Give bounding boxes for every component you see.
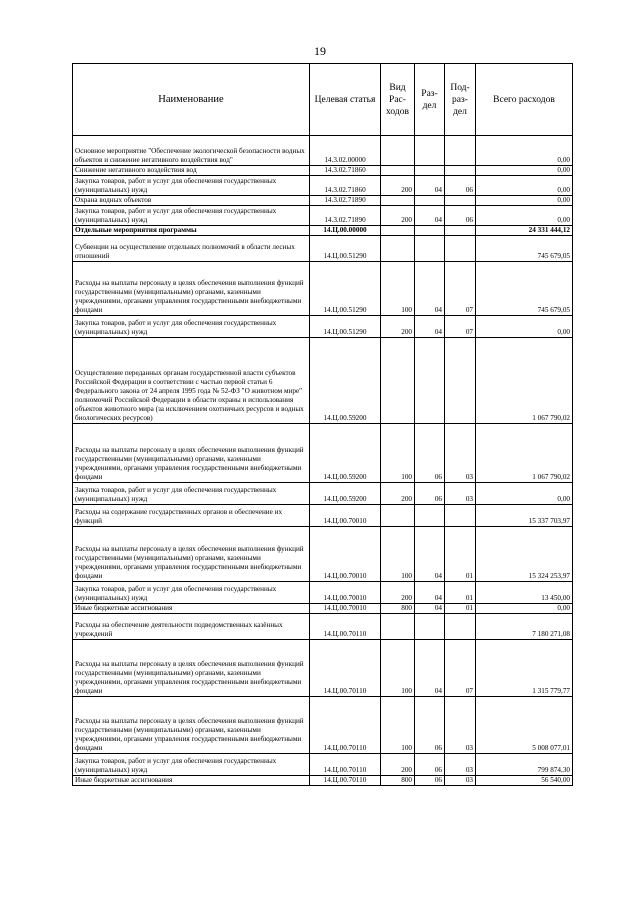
table-row xyxy=(73,505,573,527)
cell-name: Охрана водных объектов xyxy=(73,196,310,206)
cell-target: 14.Ц.00.51290 xyxy=(310,236,381,262)
table-row xyxy=(73,754,573,776)
table-row xyxy=(73,697,573,754)
cell-total: 0,00 xyxy=(476,176,573,196)
cell-vid: 100 xyxy=(381,424,415,483)
cell-podrazdel xyxy=(445,196,476,206)
header-podrazdel: Под-раз-дел xyxy=(445,64,476,136)
header-razdel: Раз-дел xyxy=(415,64,445,136)
cell-target: 14.Ц.00.51290 xyxy=(310,262,381,316)
cell-name: Отдельные мероприятия программы xyxy=(73,226,310,236)
table-row xyxy=(73,338,573,424)
cell-razdel: 06 xyxy=(415,776,445,786)
cell-razdel xyxy=(415,136,445,166)
cell-target: 14.Ц.00.00000 xyxy=(310,226,381,236)
cell-razdel: 06 xyxy=(415,424,445,483)
cell-razdel xyxy=(415,196,445,206)
table-body xyxy=(73,136,573,786)
cell-target: 14.Ц.00.59200 xyxy=(310,424,381,483)
cell-vid: 200 xyxy=(381,582,415,604)
cell-podrazdel: 07 xyxy=(445,262,476,316)
cell-vid xyxy=(381,338,415,424)
cell-razdel xyxy=(415,614,445,640)
cell-name: Иные бюджетные ассигнования xyxy=(73,776,310,786)
cell-razdel: 06 xyxy=(415,754,445,776)
cell-target: 14.Ц.00.70010 xyxy=(310,582,381,604)
cell-target: 14.3.02.71860 xyxy=(310,166,381,176)
cell-vid xyxy=(381,614,415,640)
cell-vid xyxy=(381,505,415,527)
table-row xyxy=(73,776,573,786)
cell-total: 1 067 790,02 xyxy=(476,338,573,424)
cell-total: 0,00 xyxy=(476,206,573,226)
cell-razdel xyxy=(415,338,445,424)
cell-razdel: 06 xyxy=(415,483,445,505)
cell-total: 0,00 xyxy=(476,196,573,206)
cell-total: 0,00 xyxy=(476,483,573,505)
cell-total: 56 540,00 xyxy=(476,776,573,786)
header-row xyxy=(73,64,573,136)
cell-name: Закупка товаров, работ и услуг для обеспечения государственных (муниципальных) нужд xyxy=(73,176,310,196)
cell-target: 14.3.02.71890 xyxy=(310,196,381,206)
cell-vid: 200 xyxy=(381,483,415,505)
cell-razdel xyxy=(415,166,445,176)
cell-total: 0,00 xyxy=(476,136,573,166)
cell-podrazdel xyxy=(445,166,476,176)
cell-total: 15 337 703,97 xyxy=(476,505,573,527)
cell-podrazdel: 03 xyxy=(445,483,476,505)
cell-razdel: 04 xyxy=(415,582,445,604)
cell-vid: 100 xyxy=(381,527,415,582)
cell-name: Расходы на выплаты персоналу в целях обеспечения выполнения функций государственными (муниципальными) органами, казенными учреждениями, органами управления государственными внебюджетными фондами xyxy=(73,262,310,316)
cell-total: 799 874,30 xyxy=(476,754,573,776)
header-name: Наименование xyxy=(73,64,310,136)
cell-vid: 100 xyxy=(381,697,415,754)
cell-target: 14.Ц.00.59200 xyxy=(310,483,381,505)
cell-target: 14.3.02.71860 xyxy=(310,176,381,196)
cell-total: 0,00 xyxy=(476,604,573,614)
cell-vid xyxy=(381,196,415,206)
cell-razdel: 04 xyxy=(415,527,445,582)
cell-razdel: 04 xyxy=(415,316,445,338)
cell-total: 5 008 077,01 xyxy=(476,697,573,754)
cell-target: 14.Ц.00.70110 xyxy=(310,640,381,697)
cell-target: 14.Ц.00.70010 xyxy=(310,604,381,614)
cell-total: 15 324 253,97 xyxy=(476,527,573,582)
table-row xyxy=(73,166,573,176)
cell-name: Закупка товаров, работ и услуг для обеспечения государственных (муниципальных) нужд xyxy=(73,754,310,776)
cell-total: 1 067 790,02 xyxy=(476,424,573,483)
cell-name: Субвенции на осуществление отдельных полномочий в области лесных отношений xyxy=(73,236,310,262)
cell-podrazdel: 03 xyxy=(445,424,476,483)
table-row xyxy=(73,640,573,697)
cell-razdel: 04 xyxy=(415,206,445,226)
table-row xyxy=(73,226,573,236)
cell-total: 0,00 xyxy=(476,166,573,176)
cell-podrazdel: 06 xyxy=(445,176,476,196)
cell-podrazdel xyxy=(445,614,476,640)
cell-target: 14.Ц.00.70110 xyxy=(310,754,381,776)
table-row xyxy=(73,424,573,483)
cell-razdel xyxy=(415,236,445,262)
cell-target: 14.Ц.00.70110 xyxy=(310,776,381,786)
cell-vid xyxy=(381,136,415,166)
cell-podrazdel: 03 xyxy=(445,754,476,776)
table-row xyxy=(73,176,573,196)
cell-podrazdel xyxy=(445,226,476,236)
page-number: 19 xyxy=(314,44,326,58)
table-row xyxy=(73,316,573,338)
cell-name: Основное мероприятие "Обеспечение экологической безопасности водных объектов и снижение негативного воздействия вод" xyxy=(73,136,310,166)
cell-vid xyxy=(381,166,415,176)
cell-razdel: 04 xyxy=(415,262,445,316)
cell-target: 14.Ц.00.59200 xyxy=(310,338,381,424)
cell-vid: 200 xyxy=(381,316,415,338)
table-row xyxy=(73,136,573,166)
table-row xyxy=(73,604,573,614)
cell-name: Закупка товаров, работ и услуг для обеспечения государственных (муниципальных) нужд xyxy=(73,483,310,505)
cell-target: 14.Ц.00.70010 xyxy=(310,505,381,527)
cell-vid: 800 xyxy=(381,776,415,786)
cell-podrazdel xyxy=(445,236,476,262)
cell-podrazdel: 03 xyxy=(445,776,476,786)
cell-podrazdel xyxy=(445,338,476,424)
cell-name: Расходы на выплаты персоналу в целях обеспечения выполнения функций государственными (муниципальными) органами, казенными учреждениями, органами управления государственными внебюджетными фондами xyxy=(73,640,310,697)
cell-total: 24 331 444,12 xyxy=(476,226,573,236)
expenses-table xyxy=(72,63,573,786)
table-row xyxy=(73,206,573,226)
cell-podrazdel: 07 xyxy=(445,316,476,338)
cell-vid: 200 xyxy=(381,176,415,196)
cell-podrazdel: 01 xyxy=(445,582,476,604)
table-row xyxy=(73,582,573,604)
cell-target: 14.Ц.00.70110 xyxy=(310,614,381,640)
cell-razdel xyxy=(415,226,445,236)
cell-name: Снижение негативного воздействия вод xyxy=(73,166,310,176)
table-row xyxy=(73,483,573,505)
header-target: Целевая статья xyxy=(310,64,381,136)
header-vid: Вид Рас-ходов xyxy=(381,64,415,136)
cell-target: 14.Ц.00.70010 xyxy=(310,527,381,582)
cell-razdel xyxy=(415,505,445,527)
cell-target: 14.Ц.00.70110 xyxy=(310,697,381,754)
cell-podrazdel: 03 xyxy=(445,697,476,754)
cell-name: Закупка товаров, работ и услуг для обеспечения государственных (муниципальных) нужд xyxy=(73,206,310,226)
cell-podrazdel xyxy=(445,505,476,527)
cell-total: 745 679,05 xyxy=(476,236,573,262)
cell-name: Расходы на выплаты персоналу в целях обеспечения выполнения функций государственными (муниципальными) органами, казенными учреждениями, органами управления государственными внебюджетными фондами xyxy=(73,424,310,483)
header-total: Всего расходов xyxy=(476,64,573,136)
cell-razdel: 06 xyxy=(415,697,445,754)
cell-name: Расходы на выплаты персоналу в целях обеспечения выполнения функций государственными (муниципальными) органами, казенными учреждениями, органами управления государственными внебюджетными фондами xyxy=(73,697,310,754)
cell-razdel: 04 xyxy=(415,640,445,697)
table-row xyxy=(73,196,573,206)
cell-razdel: 04 xyxy=(415,176,445,196)
table-row xyxy=(73,236,573,262)
table-row xyxy=(73,527,573,582)
cell-vid: 200 xyxy=(381,754,415,776)
cell-total: 745 679,05 xyxy=(476,262,573,316)
cell-name: Иные бюджетные ассигнования xyxy=(73,604,310,614)
cell-name: Закупка товаров, работ и услуг для обеспечения государственных (муниципальных) нужд xyxy=(73,582,310,604)
cell-vid: 200 xyxy=(381,206,415,226)
cell-podrazdel: 07 xyxy=(445,640,476,697)
cell-target: 14.3.02.71890 xyxy=(310,206,381,226)
cell-vid xyxy=(381,226,415,236)
cell-vid: 100 xyxy=(381,640,415,697)
cell-name: Осуществление переданных органам государственной власти субъектов Российской Федерации в соответствии с частью первой статьи 6 Федерального закона от 24 апреля 1995 года № 52-ФЗ "О животном мире" полномочий Российской Федерации в области охраны и использования объектов животного мира (за исключением охотничьих ресурсов и водных биологических ресурсов) xyxy=(73,338,310,424)
cell-total: 7 180 271,08 xyxy=(476,614,573,640)
cell-name: Расходы на содержание государственных органов и обеспечение их функций xyxy=(73,505,310,527)
cell-razdel: 04 xyxy=(415,604,445,614)
cell-name: Расходы на обеспечение деятельности подведомственных казённых учреждений xyxy=(73,614,310,640)
cell-vid: 800 xyxy=(381,604,415,614)
cell-total: 13 450,00 xyxy=(476,582,573,604)
cell-podrazdel: 01 xyxy=(445,604,476,614)
cell-podrazdel: 06 xyxy=(445,206,476,226)
cell-vid xyxy=(381,236,415,262)
cell-total: 1 315 779,77 xyxy=(476,640,573,697)
cell-target: 14.Ц.00.51290 xyxy=(310,316,381,338)
cell-total: 0,00 xyxy=(476,316,573,338)
cell-name: Закупка товаров, работ и услуг для обеспечения государственных (муниципальных) нужд xyxy=(73,316,310,338)
cell-vid: 100 xyxy=(381,262,415,316)
cell-podrazdel xyxy=(445,136,476,166)
cell-podrazdel: 01 xyxy=(445,527,476,582)
table-row xyxy=(73,262,573,316)
table-row xyxy=(73,614,573,640)
cell-target: 14.3.02.00000 xyxy=(310,136,381,166)
cell-name: Расходы на выплаты персоналу в целях обеспечения выполнения функций государственными (муниципальными) органами, казенными учреждениями, органами управления государственными внебюджетными фондами xyxy=(73,527,310,582)
